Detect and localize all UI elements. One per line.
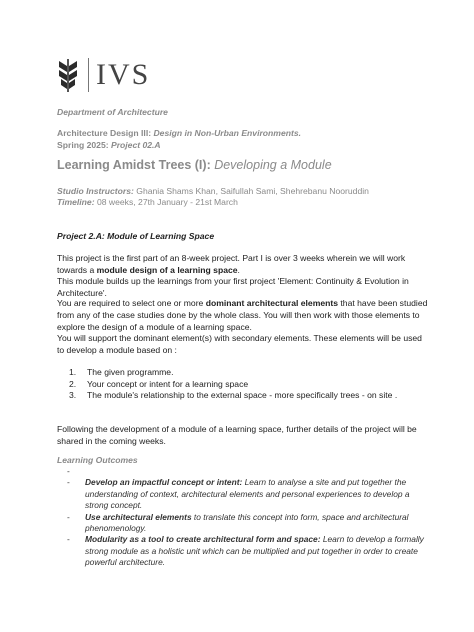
list-item: 3. The module's relationship to the external space - more specifically trees - on site . — [69, 390, 398, 401]
logo-divider — [88, 58, 89, 92]
intro-p3-text: You are required to select one or more — [57, 298, 206, 308]
list-item: - Use architectural elements to translate this concept into form, space and architectural phenomenology. — [67, 511, 409, 534]
list-item: 1. The given programme. — [69, 367, 174, 377]
title-sub: Developing a Module — [214, 158, 332, 172]
list-item: - — [67, 466, 70, 476]
instructors-value: Ghania Shams Khan, Saifullah Sami, Shehrebanu Nooruddin — [136, 186, 369, 196]
course-prefix: Architecture Design III: — [57, 128, 154, 138]
outcome-title: Use architectural elements — [85, 511, 192, 522]
intro-p1-text: This project is the first part of an 8-week project. Part I is over 3 weeks wherein we will work towards a — [57, 253, 406, 275]
intro-paragraph-2: This module builds up the learnings from your first project 'Element: Continuity & Evolution in Architecture'. — [57, 276, 409, 298]
list-item: - Modularity as a tool to create architectural form and space: Learn to develop a formally strong module as a holistic unit which can be multiplied and put together in order to create powerful architecture. — [67, 534, 424, 568]
course-line — [57, 128, 301, 139]
intro-p1-bold: module design of a learning space — [96, 264, 238, 275]
following-paragraph: Following the development of a module of a learning space, further details of the project will be shared in the coming weeks. — [57, 424, 417, 446]
intro-paragraph-1 — [57, 253, 429, 277]
timeline-line — [57, 197, 238, 208]
department-label: Department of Architecture — [57, 107, 168, 117]
instructors-line — [57, 186, 369, 197]
term-line — [57, 140, 161, 151]
term-prefix: Spring 2025: — [57, 140, 111, 150]
intro-p3-end: that have been studied from any of the case studies done by the whole class. You will then work with those elements to explore the design of a module of a learning space. — [57, 298, 428, 332]
intro-paragraph-4: You will support the dominant element(s) with secondary elements. These elements will be used to develop a module based on : — [57, 333, 422, 355]
list-item: 2. Your concept or intent for a learning space — [69, 378, 249, 389]
intro-paragraph-3 — [57, 298, 429, 333]
timeline-value: 08 weeks, 27th January - 21st March — [96, 197, 238, 207]
title-main: Learning Amidst Trees (I): — [57, 158, 215, 172]
course-title: Design in Non-Urban Environments. — [153, 128, 302, 138]
outcomes-list — [67, 466, 427, 569]
list-item: - Develop an impactful concept or intent: Learn to analyse a site and put together the understanding of context, architectural elements and personal experiences to develop a strong concept. — [67, 477, 410, 511]
instructors-label: Studio Instructors: — [57, 186, 134, 196]
intro-p1-end: . — [237, 264, 240, 275]
logo-text: IVS — [96, 58, 151, 91]
outcomes-heading: Learning Outcomes — [57, 455, 138, 465]
intro-p3-bold: dominant architectural elements — [205, 298, 339, 308]
numbered-list — [57, 367, 437, 402]
ivs-logo — [57, 56, 150, 94]
timeline-label: Timeline: — [57, 197, 95, 207]
outcome-title: Modularity as a tool to create architectural form and space: — [85, 534, 321, 545]
term-project: Project 02.A — [110, 140, 161, 150]
outcome-title: Develop an impactful concept or intent: — [85, 477, 243, 488]
project-heading: Project 2.A: Module of Learning Space — [57, 231, 215, 241]
ivs-leaf-icon — [57, 57, 79, 93]
page-title — [57, 158, 332, 173]
